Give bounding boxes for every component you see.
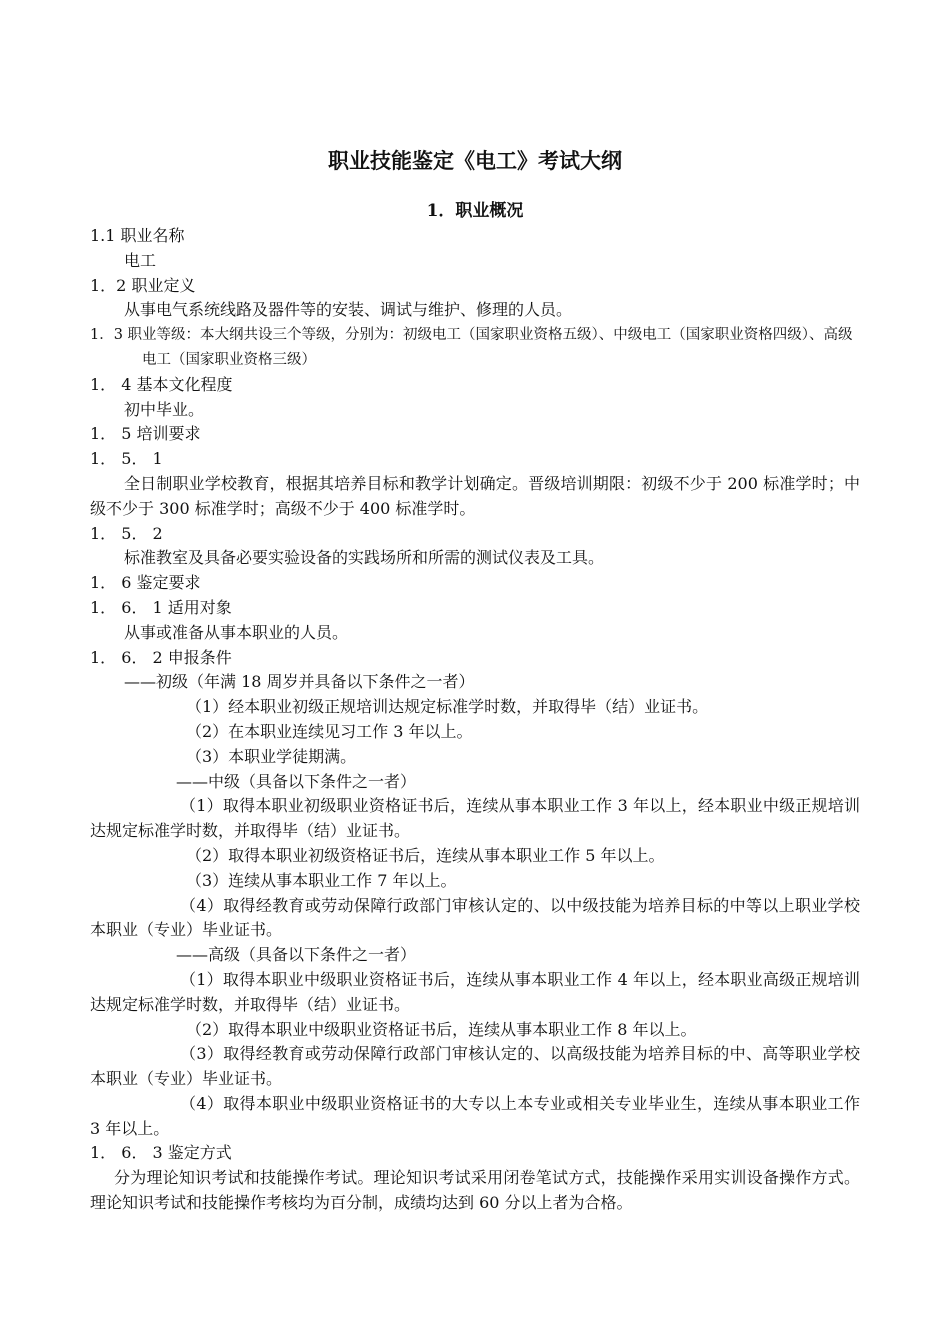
list-item: （4）取得经教育或劳动保障行政部门审核认定的、以中级技能为培养目标的中等以上职业学校本职业（专业）毕业证书。 — [90, 895, 860, 940]
document-title: 职业技能鉴定《电工》考试大纲 — [328, 148, 622, 173]
document-body — [90, 224, 860, 1216]
level-heading-senior: ——高级（具备以下条件之一者） — [176, 945, 417, 965]
list-item: （4）取得本职业中级职业资格证书的大专以上本专业或相关专业毕业生，连续从事本职业工作 3 年以上。 — [90, 1093, 860, 1138]
paragraph: 从事或准备从事本职业的人员。 — [124, 622, 349, 642]
paragraph: 电工 — [124, 250, 157, 270]
level-heading-junior: ——初级（年满 18 周岁并具备以下条件之一者） — [124, 672, 475, 692]
heading-1-6: 1． 6 鉴定要求 — [90, 573, 201, 593]
heading-1-5-1: 1． 5． 1 — [90, 449, 163, 469]
list-item: （2）在本职业连续见习工作 3 年以上。 — [186, 721, 473, 741]
list-item: （2）取得本职业初级资格证书后，连续从事本职业工作 5 年以上。 — [186, 845, 665, 865]
heading-1-6-3: 1． 6． 3 鉴定方式 — [90, 1143, 232, 1163]
list-item: （3）取得经教育或劳动保障行政部门审核认定的、以高级技能为培养目标的中、高等职业学校本职业（专业）毕业证书。 — [90, 1044, 860, 1089]
list-item: （2）取得本职业中级职业资格证书后，连续从事本职业工作 8 年以上。 — [186, 1019, 697, 1039]
section-heading: 1．职业概况 — [426, 201, 524, 221]
paragraph: 全日制职业学校教育，根据其培养目标和教学计划确定。晋级培训期限：初级不少于 200 标准学时；中级不少于 300 标准学时；高级不少于 400 标准学时。 — [90, 473, 860, 518]
heading-1-3: 1．3 职业等级：本大纲共设三个等级，分别为：初级电工（国家职业资格五级）、中级电工（国家职业资格四级）、高级电工（国家职业资格三级） — [90, 327, 853, 368]
heading-1-5: 1． 5 培训要求 — [90, 424, 201, 444]
heading-1-4: 1． 4 基本文化程度 — [90, 374, 233, 394]
list-item: （1）经本职业初级正规培训达规定标准学时数，并取得毕（结）业证书。 — [186, 697, 709, 717]
paragraph: 分为理论知识考试和技能操作考试。理论知识考试采用闭卷笔试方式，技能操作采用实训设备操作方式。理论知识考试和技能操作考核均为百分制，成绩均达到 60 分以上者为合格。 — [90, 1168, 860, 1213]
level-heading-intermediate: ——中级（具备以下条件之一者） — [176, 771, 417, 791]
list-item: （1）取得本职业中级职业资格证书后，连续从事本职业工作 4 年以上，经本职业高级正规培训达规定标准学时数，并取得毕（结）业证书。 — [90, 969, 860, 1014]
list-item: （1）取得本职业初级职业资格证书后，连续从事本职业工作 3 年以上，经本职业中级正规培训达规定标准学时数，并取得毕（结）业证书。 — [90, 796, 860, 841]
heading-1-2: 1．2 职业定义 — [90, 275, 196, 295]
heading-1-6-1: 1． 6． 1 适用对象 — [90, 597, 232, 617]
paragraph: 初中毕业。 — [124, 399, 205, 419]
list-item: （3）本职业学徒期满。 — [186, 746, 357, 766]
heading-1-5-2: 1． 5． 2 — [90, 523, 163, 543]
paragraph: 从事电气系统线路及器件等的安装、调试与维护、修理的人员。 — [124, 300, 573, 320]
heading-1-1: 1.1 职业名称 — [90, 226, 185, 245]
heading-1-6-2: 1． 6． 2 申报条件 — [90, 647, 232, 667]
list-item: （3）连续从事本职业工作 7 年以上。 — [186, 870, 457, 890]
paragraph: 标准教室及具备必要实验设备的实践场所和所需的测试仪表及工具。 — [124, 548, 605, 568]
